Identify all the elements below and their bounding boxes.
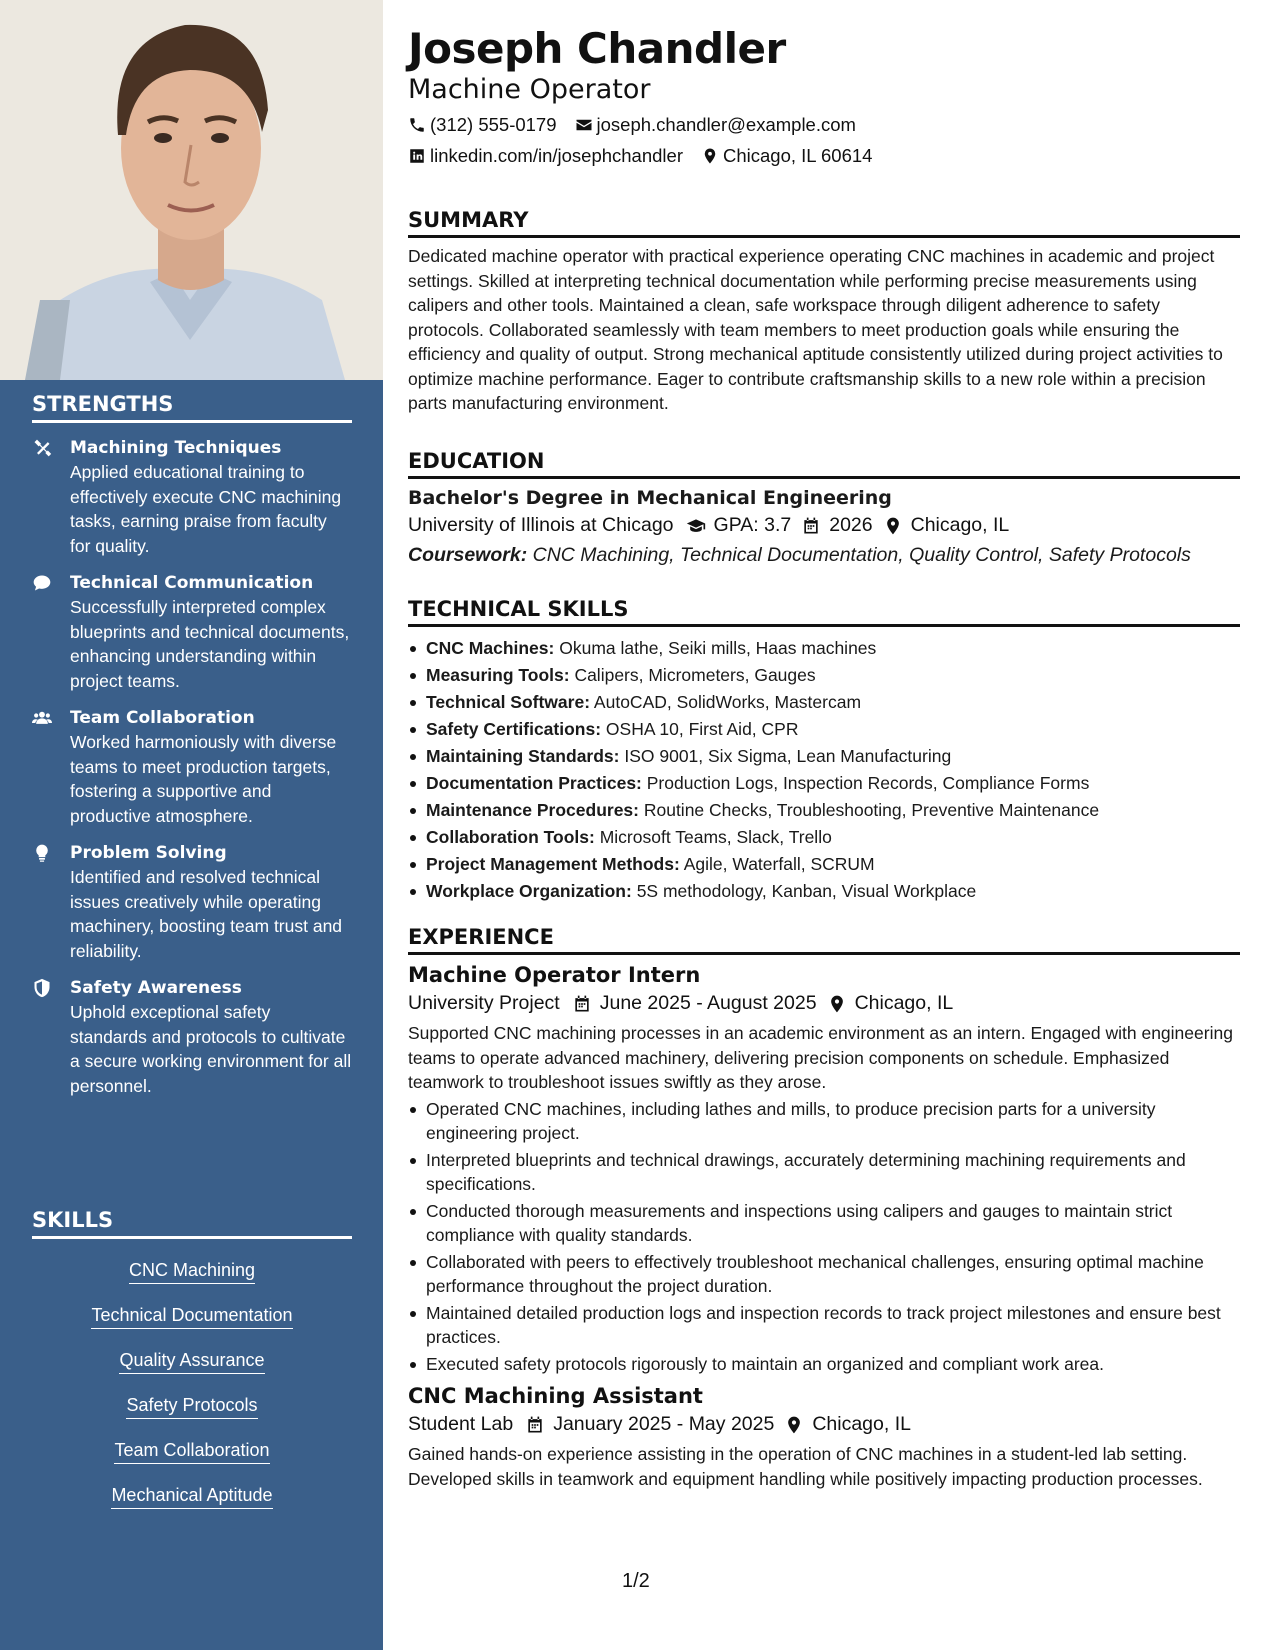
job-dates: January 2025 - May 2025	[553, 1413, 775, 1435]
skill-values: Production Logs, Inspection Records, Compliance Forms	[641, 773, 1090, 793]
coursework-label: Coursework:	[408, 544, 528, 566]
users-icon	[32, 706, 70, 828]
graduation-year: 2026	[829, 514, 873, 536]
job-location: Chicago, IL	[812, 1413, 911, 1435]
skills-heading: SKILLS	[32, 1208, 352, 1239]
list-item	[408, 878, 1240, 905]
strength-item	[32, 841, 352, 963]
strength-title: Problem Solving	[70, 843, 227, 863]
skill-category: Maintaining Standards:	[426, 746, 620, 766]
skill-tag	[32, 1348, 352, 1374]
skill-category: Safety Certifications:	[426, 719, 602, 739]
strength-item	[32, 571, 352, 693]
strength-description: Worked harmoniously with diverse teams to meet production targets, fostering a supportive and productive atmosphere.	[70, 732, 337, 826]
job-title: CNC Machining Assistant	[408, 1384, 703, 1408]
page-number: 1/2	[622, 1570, 650, 1592]
skill-values: OSHA 10, First Aid, CPR	[601, 719, 799, 739]
job-organization: University Project	[408, 992, 560, 1014]
coursework-list: CNC Machining, Technical Documentation, Quality Control, Safety Protocols	[527, 544, 1191, 566]
list-item	[408, 716, 1240, 743]
job-dates: June 2025 - August 2025	[599, 992, 817, 1014]
map-pin-icon	[784, 1415, 804, 1435]
skill-label: Mechanical Aptitude	[111, 1483, 272, 1509]
experience-section	[408, 925, 1240, 1491]
phone-contact	[408, 114, 557, 136]
job-bullets	[408, 1097, 1240, 1377]
skill-label: Quality Assurance	[119, 1348, 264, 1374]
profile-photo	[0, 0, 383, 380]
email-address[interactable]: joseph.chandler@example.com	[596, 114, 856, 135]
linkedin-icon	[408, 147, 426, 165]
map-pin-icon	[701, 147, 719, 165]
strength-item	[32, 976, 352, 1098]
skill-values: Routine Checks, Troubleshooting, Preventive Maintenance	[638, 800, 1100, 820]
job-location: Chicago, IL	[854, 992, 954, 1014]
skill-tag	[32, 1483, 352, 1509]
list-item	[408, 662, 1240, 689]
skill-category: CNC Machines:	[426, 638, 555, 658]
skill-values: Calipers, Micrometers, Gauges	[569, 665, 816, 685]
skill-category: Technical Software:	[426, 692, 591, 712]
education-meta	[408, 514, 1240, 537]
summary-heading: SUMMARY	[408, 208, 1240, 238]
skill-label: Team Collaboration	[114, 1438, 269, 1464]
list-item	[408, 743, 1240, 770]
skills-section	[32, 1208, 352, 1509]
skill-tag	[32, 1438, 352, 1464]
shield-icon	[32, 976, 70, 1098]
calendar-icon	[572, 994, 592, 1014]
location-text: Chicago, IL 60614	[722, 145, 873, 166]
phone-number: (312) 555-0179	[430, 114, 557, 135]
chat-bubble-icon	[32, 571, 70, 693]
gpa-value: GPA: 3.7	[713, 514, 792, 536]
contact-row	[408, 145, 890, 167]
summary-text: Dedicated machine operator with practical experience operating CNC machines in academic and project settings. Skilled at interpreting technical documentation while performing precise measurements using calipers and other tools. Maintained a clean, safe workspace through diligent adherence to safety protocols. Collaborated seamlessly with team members to meet production goals while ensuring the efficiency and quality of output. Strong mechanical aptitude consistently utilized during project activities to optimize machine performance. Eager to contribute craftsmanship skills to a new role within a precision parts manufacturing environment.	[408, 246, 1223, 413]
technical-skills-list	[408, 635, 1240, 905]
sidebar	[0, 0, 383, 1650]
coursework-line	[408, 544, 1240, 567]
skills-list	[32, 1258, 352, 1509]
contact-row	[408, 114, 874, 136]
job-title: Machine Operator Intern	[408, 963, 701, 987]
skill-values: AutoCAD, SolidWorks, Mastercam	[590, 692, 862, 712]
job-organization: Student Lab	[408, 1413, 514, 1435]
skill-category: Maintenance Procedures:	[426, 800, 639, 820]
location-contact	[701, 145, 872, 167]
strengths-heading: STRENGTHS	[32, 392, 352, 423]
candidate-title: Machine Operator	[408, 74, 651, 105]
skill-label: Safety Protocols	[126, 1393, 257, 1419]
list-item: Conducted thorough measurements and inspections using calipers and gauges to maintain strict compliance with quality standards.	[408, 1199, 1240, 1248]
strength-description: Uphold exceptional safety standards and protocols to cultivate a secure working environment for all personnel.	[70, 1002, 352, 1096]
strength-title: Safety Awareness	[70, 978, 242, 998]
job-entry	[408, 963, 1240, 1376]
job-summary: Supported CNC machining processes in an academic environment as an intern. Engaged with engineering teams to operate advanced machinery, delivering precision components on schedule. Emphasized teamwork to troubleshoot issues swiftly as they arose.	[408, 1023, 1233, 1092]
experience-heading: EXPERIENCE	[408, 925, 1240, 955]
list-item	[408, 635, 1240, 662]
list-item: Collaborated with peers to effectively troubleshoot mechanical challenges, ensuring optimal machine performance throughout the project duration.	[408, 1250, 1240, 1299]
job-meta	[408, 992, 1240, 1015]
list-item: Executed safety protocols rigorously to maintain an organized and compliant work area.	[408, 1352, 1240, 1377]
strengths-section	[32, 392, 352, 1098]
skill-category: Project Management Methods:	[426, 854, 680, 874]
skill-label: CNC Machining	[129, 1258, 255, 1284]
strength-item	[32, 706, 352, 828]
job-meta	[408, 1413, 1240, 1436]
calendar-icon	[801, 516, 821, 536]
strength-title: Machining Techniques	[70, 438, 282, 458]
skill-category: Collaboration Tools:	[426, 827, 595, 847]
skill-label: Technical Documentation	[91, 1303, 292, 1329]
skill-tag	[32, 1393, 352, 1419]
graduation-cap-icon	[686, 516, 706, 536]
list-item	[408, 797, 1240, 824]
job-entry	[408, 1384, 1240, 1491]
skill-values: Microsoft Teams, Slack, Trello	[594, 827, 832, 847]
education-location: Chicago, IL	[910, 514, 1010, 536]
skill-tag	[32, 1258, 352, 1284]
education-section	[408, 449, 1240, 567]
list-item	[408, 824, 1240, 851]
linkedin-url[interactable]: linkedin.com/in/josephchandler	[430, 145, 683, 166]
map-pin-icon	[883, 516, 903, 536]
skill-tag	[32, 1303, 352, 1329]
skill-values: 5S methodology, Kanban, Visual Workplace	[631, 881, 977, 901]
degree-title: Bachelor's Degree in Mechanical Engineering	[408, 487, 892, 509]
summary-section	[408, 208, 1240, 416]
strength-title: Technical Communication	[70, 573, 314, 593]
skill-values: Okuma lathe, Seiki mills, Haas machines	[554, 638, 877, 658]
skill-category: Documentation Practices:	[426, 773, 642, 793]
tools-icon	[32, 436, 70, 558]
lightbulb-icon	[32, 841, 70, 963]
list-item: Interpreted blueprints and technical drawings, accurately determining machining requirements and specifications.	[408, 1148, 1240, 1197]
strength-description: Identified and resolved technical issues creatively while operating machinery, boosting team trust and reliability.	[70, 867, 343, 961]
skill-category: Measuring Tools:	[426, 665, 570, 685]
education-heading: EDUCATION	[408, 449, 1240, 479]
email-contact[interactable]	[575, 114, 856, 136]
strength-description: Applied educational training to effectively execute CNC machining tasks, earning praise from faculty for quality.	[70, 462, 342, 556]
job-summary: Gained hands-on experience assisting in the operation of CNC machines in a student-led lab setting. Developed skills in teamwork and equipment handling while positively impacting production processes.	[408, 1444, 1203, 1489]
skill-category: Workplace Organization:	[426, 881, 632, 901]
technical-skills-heading: TECHNICAL SKILLS	[408, 597, 1240, 627]
phone-icon	[408, 116, 426, 134]
skill-values: Agile, Waterfall, SCRUM	[679, 854, 875, 874]
list-item: Operated CNC machines, including lathes and mills, to produce precision parts for a university engineering project.	[408, 1097, 1240, 1146]
strength-description: Successfully interpreted complex blueprints and technical documents, enhancing understanding within project teams.	[70, 597, 350, 691]
technical-skills-section	[408, 597, 1240, 905]
envelope-icon	[575, 116, 593, 134]
map-pin-icon	[827, 994, 847, 1014]
list-item	[408, 770, 1240, 797]
list-item: Maintained detailed production logs and inspection records to track project milestones and ensure best practices.	[408, 1301, 1240, 1350]
list-item	[408, 851, 1240, 878]
strength-item	[32, 436, 352, 558]
linkedin-contact[interactable]	[408, 145, 683, 167]
candidate-name: Joseph Chandler	[408, 24, 786, 73]
calendar-icon	[525, 1415, 545, 1435]
list-item	[408, 689, 1240, 716]
skill-values: ISO 9001, Six Sigma, Lean Manufacturing	[619, 746, 952, 766]
school-name: University of Illinois at Chicago	[408, 514, 674, 536]
strength-title: Team Collaboration	[70, 708, 255, 728]
